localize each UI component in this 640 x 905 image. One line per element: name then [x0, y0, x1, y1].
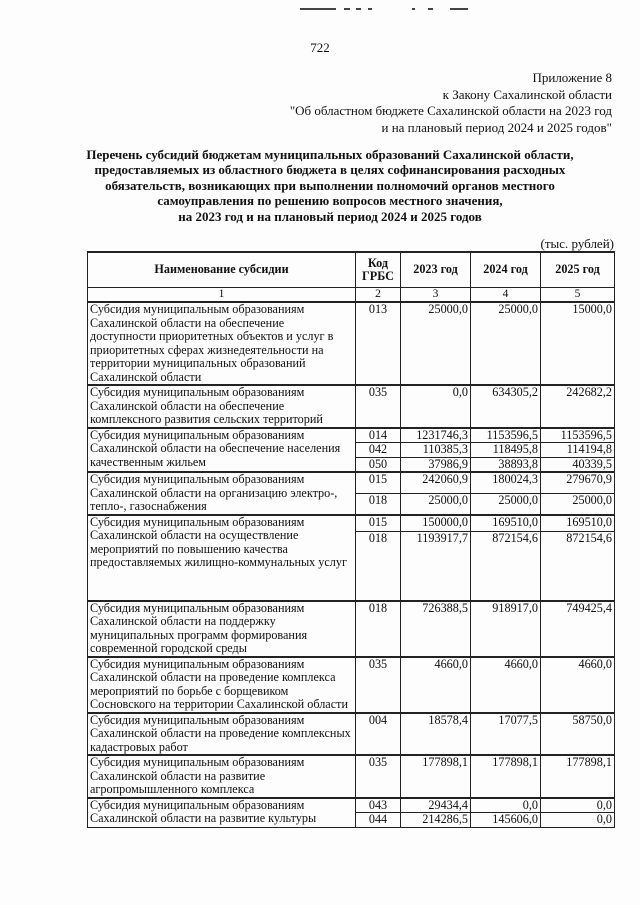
amount-2024: 4660,0	[471, 657, 541, 713]
amount-2025: 242682,2	[541, 385, 615, 428]
amount-2025: 40339,5	[541, 457, 615, 472]
table-row	[88, 755, 615, 798]
table-row	[88, 713, 615, 756]
grbs-code: 035	[356, 657, 401, 713]
amount-2023: 177898,1	[401, 755, 471, 798]
amount-2025: 0,0	[541, 813, 615, 828]
subsidy-name: Субсидия муниципальным образованиям Сахалинской области на организацию электро-, тепло-, газоснабжения	[88, 472, 356, 515]
amount-2025: 15000,0	[541, 302, 615, 385]
header-name: Наименование субсидии	[88, 252, 356, 288]
title-line: на 2023 год и на плановый период 2024 и 2025 годов	[178, 208, 482, 224]
column-number: 2	[356, 288, 401, 303]
amount-2023: 726388,5	[401, 601, 471, 657]
table-row	[88, 798, 615, 813]
annex-line: к Закону Сахалинской области	[442, 86, 612, 102]
header-code: Код ГРБС	[356, 252, 401, 288]
subsidies-table	[87, 251, 615, 828]
title-line: обязательств, возникающих при выполнении полномочий органов местного	[105, 177, 555, 193]
amount-2024: 872154,6	[471, 531, 541, 601]
subsidy-group	[88, 657, 615, 713]
column-number: 5	[541, 288, 615, 303]
title-line: предоставляемых из областного бюджета в целях софинансирования расходных	[94, 162, 566, 178]
scan-artifact-line	[300, 8, 470, 14]
document-title	[80, 147, 580, 224]
amount-2024: 180024,3	[471, 472, 541, 493]
amount-2023: 1231746,3	[401, 428, 471, 443]
subsidy-group	[88, 713, 615, 756]
amount-2024: 17077,5	[471, 713, 541, 756]
amount-2025: 872154,6	[541, 531, 615, 601]
subsidy-group	[88, 472, 615, 515]
subsidy-group	[88, 798, 615, 828]
amount-2024: 118495,8	[471, 443, 541, 458]
amount-2023: 214286,5	[401, 813, 471, 828]
amount-2025: 25000,0	[541, 493, 615, 514]
title-line: самоуправления по решению вопросов местного значения,	[157, 193, 503, 209]
amount-2024: 25000,0	[471, 493, 541, 514]
amount-2025: 1153596,5	[541, 428, 615, 443]
amount-2023: 37986,9	[401, 457, 471, 472]
grbs-code: 018	[356, 493, 401, 514]
subsidy-name: Субсидия муниципальным образованиям Сахалинской области на проведение комплексных кадастровых работ	[88, 713, 356, 756]
subsidy-name: Субсидия муниципальным образованиям Сахалинской области на обеспечение населения качественным жильем	[88, 428, 356, 473]
grbs-code: 035	[356, 385, 401, 428]
column-number: 4	[471, 288, 541, 303]
amount-2023: 150000,0	[401, 515, 471, 532]
amount-2023: 25000,0	[401, 493, 471, 514]
grbs-code: 018	[356, 601, 401, 657]
amount-2025: 4660,0	[541, 657, 615, 713]
annex-line: Приложение 8	[532, 70, 612, 85]
subsidy-name: Субсидия муниципальным образованиям Сахалинской области на развитие культуры	[88, 798, 356, 828]
units-label: (тыс. рублей)	[540, 236, 614, 251]
grbs-code: 015	[356, 515, 401, 532]
subsidy-group	[88, 515, 615, 601]
subsidy-name: Субсидия муниципальным образованиям Сахалинской области на развитие агропромышленного комплекса	[88, 755, 356, 798]
amount-2024: 38893,8	[471, 457, 541, 472]
grbs-code: 014	[356, 428, 401, 443]
amount-2025: 749425,4	[541, 601, 615, 657]
header-2024: 2024 год	[471, 252, 541, 288]
amount-2023: 1193917,7	[401, 531, 471, 601]
subsidy-name: Субсидия муниципальным образованиям Сахалинской области на проведение комплекса мероприятий по борьбе с борщевиком Сосновского на территории Сахалинской области	[88, 657, 356, 713]
amount-2024: 169510,0	[471, 515, 541, 532]
subsidy-group	[88, 428, 615, 473]
subsidy-name: Субсидия муниципальным образованиям Сахалинской области на обеспечение доступности приоритетных объектов и услуг в приоритетных сферах жизнедеятельности на территории муниципальных образований Сахалинской области	[88, 302, 356, 385]
page-number: 722	[310, 40, 330, 55]
amount-2024: 177898,1	[471, 755, 541, 798]
subsidy-group	[88, 755, 615, 798]
amount-2024: 0,0	[471, 798, 541, 813]
annex-block	[290, 70, 612, 136]
annex-line: и на плановый период 2024 и 2025 годов"	[381, 119, 612, 135]
grbs-code: 043	[356, 798, 401, 813]
amount-2023: 242060,9	[401, 472, 471, 493]
subsidy-group	[88, 302, 615, 385]
column-number: 3	[401, 288, 471, 303]
amount-2023: 110385,3	[401, 443, 471, 458]
table-row	[88, 515, 615, 532]
header-2025: 2025 год	[541, 252, 615, 288]
grbs-code: 044	[356, 813, 401, 828]
subsidy-name: Субсидия муниципальным образованиям Сахалинской области на поддержку муниципальных программ формирования современной городской среды	[88, 601, 356, 657]
amount-2024: 25000,0	[471, 302, 541, 385]
amount-2025: 169510,0	[541, 515, 615, 532]
table-row	[88, 428, 615, 443]
amount-2024: 634305,2	[471, 385, 541, 428]
amount-2025: 279670,9	[541, 472, 615, 493]
amount-2023: 0,0	[401, 385, 471, 428]
table-row	[88, 657, 615, 713]
amount-2025: 58750,0	[541, 713, 615, 756]
title-line: Перечень субсидий бюджетам муниципальных образований Сахалинской области,	[86, 147, 574, 162]
amount-2023: 18578,4	[401, 713, 471, 756]
table-row	[88, 385, 615, 428]
header-2023: 2023 год	[401, 252, 471, 288]
column-number: 1	[88, 288, 356, 303]
amount-2023: 4660,0	[401, 657, 471, 713]
grbs-code: 035	[356, 755, 401, 798]
grbs-code: 042	[356, 443, 401, 458]
subsidy-name: Субсидия муниципальным образованиям Сахалинской области на обеспечение комплексного развития сельских территорий	[88, 385, 356, 428]
amount-2024: 918917,0	[471, 601, 541, 657]
amount-2025: 0,0	[541, 798, 615, 813]
annex-line: "Об областном бюджете Сахалинской области на 2023 год	[289, 103, 612, 118]
grbs-code: 050	[356, 457, 401, 472]
table-row	[88, 302, 615, 385]
grbs-code: 015	[356, 472, 401, 493]
grbs-code: 013	[356, 302, 401, 385]
subsidy-name: Субсидия муниципальным образованиям Сахалинской области на осуществление мероприятий по повышению качества предоставляемых жилищно-коммунальных услуг	[88, 515, 356, 601]
grbs-code: 004	[356, 713, 401, 756]
amount-2024: 145606,0	[471, 813, 541, 828]
amount-2025: 114194,8	[541, 443, 615, 458]
subsidy-group	[88, 385, 615, 428]
subsidy-group	[88, 601, 615, 657]
table-row	[88, 472, 615, 493]
table-row	[88, 601, 615, 657]
grbs-code: 018	[356, 531, 401, 601]
amount-2023: 29434,4	[401, 798, 471, 813]
amount-2024: 1153596,5	[471, 428, 541, 443]
amount-2023: 25000,0	[401, 302, 471, 385]
amount-2025: 177898,1	[541, 755, 615, 798]
